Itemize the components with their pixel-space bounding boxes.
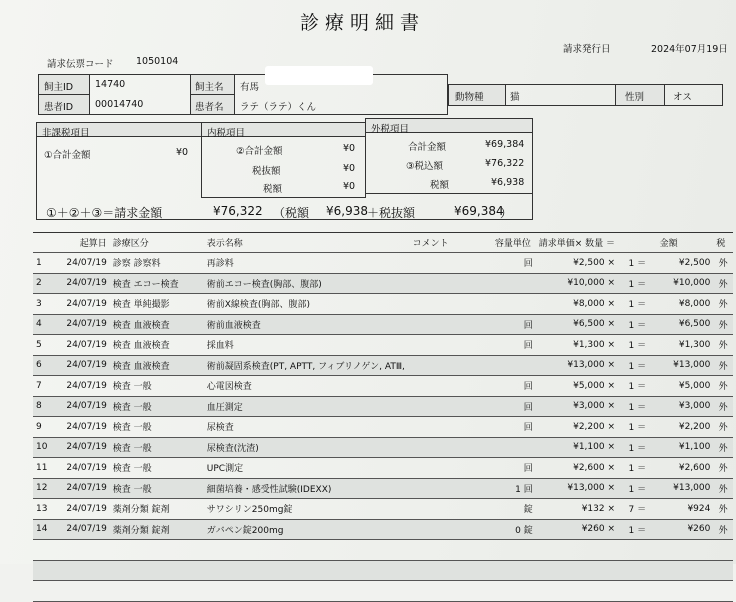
row-unit: 1 回 xyxy=(492,478,536,499)
row-date: 24/07/19 xyxy=(56,273,109,294)
row-comment xyxy=(410,478,492,499)
row-comment xyxy=(410,499,492,520)
row-comment xyxy=(410,417,492,438)
table-row xyxy=(33,335,733,356)
row-amount: ¥260 xyxy=(657,519,714,540)
row-category: 検査 一般 xyxy=(110,458,204,479)
row-price: ¥1,300 × xyxy=(536,335,618,356)
redaction-mask xyxy=(265,66,373,85)
empty-cell xyxy=(713,540,733,561)
row-price: ¥8,000 × xyxy=(536,294,618,315)
row-qty: 1 ＝ xyxy=(618,519,657,540)
row-name: 採血料 xyxy=(204,335,410,356)
row-tax: 外 xyxy=(713,519,733,540)
row-category: 薬剤分類 錠剤 xyxy=(110,499,204,520)
row-qty: 1 ＝ xyxy=(618,314,657,335)
row-unit: 錠 xyxy=(492,499,536,520)
row-unit xyxy=(492,294,536,315)
row-unit: 回 xyxy=(492,417,536,438)
nontax-total-label: ①合計金額 xyxy=(44,150,91,161)
row-date: 24/07/19 xyxy=(56,335,109,356)
empty-cell xyxy=(492,560,536,581)
empty-cell xyxy=(110,560,204,581)
row-name: 術前エコー検査(胸部、腹部) xyxy=(204,273,410,294)
row-date: 24/07/19 xyxy=(56,376,109,397)
patient-id: 00014740 xyxy=(95,99,144,110)
row-amount: ¥924 xyxy=(657,499,714,520)
empty-cell xyxy=(410,581,492,602)
row-unit: 回 xyxy=(492,253,536,274)
row-date: 24/07/19 xyxy=(56,437,109,458)
row-qty: 1 ＝ xyxy=(618,355,657,376)
row-price: ¥1,100 × xyxy=(536,437,618,458)
row-qty: 1 ＝ xyxy=(618,458,657,479)
row-category: 検査 血液検査 xyxy=(110,335,204,356)
items-table xyxy=(33,232,733,602)
row-no: 5 xyxy=(33,335,56,356)
table-row xyxy=(33,499,733,520)
empty-cell xyxy=(56,581,109,602)
row-price: ¥13,000 × xyxy=(536,355,618,376)
table-row xyxy=(33,437,733,458)
empty-cell xyxy=(657,581,714,602)
row-category: 検査 一般 xyxy=(110,478,204,499)
row-no: 2 xyxy=(33,273,56,294)
row-amount: ¥13,000 xyxy=(657,478,714,499)
empty-cell xyxy=(618,581,657,602)
header-name: 表示名称 xyxy=(204,233,410,253)
empty-cell xyxy=(536,581,618,602)
row-unit: 回 xyxy=(492,458,536,479)
nontax-total: ¥0 xyxy=(176,147,189,158)
row-price: ¥2,200 × xyxy=(536,417,618,438)
inner-tax-box xyxy=(201,136,366,198)
row-amount: ¥1,300 xyxy=(657,335,714,356)
empty-cell xyxy=(713,560,733,581)
empty-cell xyxy=(410,560,492,581)
inner-total-label: ②合計金額 xyxy=(236,146,283,157)
row-category: 薬剤分類 錠剤 xyxy=(110,519,204,540)
outer-incl: ¥76,322 xyxy=(485,158,525,169)
table-row xyxy=(33,376,733,397)
row-price: ¥6,500 × xyxy=(536,314,618,335)
row-comment xyxy=(410,273,492,294)
row-unit xyxy=(492,273,536,294)
row-comment xyxy=(410,314,492,335)
row-comment xyxy=(410,294,492,315)
table-row xyxy=(33,396,733,417)
row-no: 4 xyxy=(33,314,56,335)
row-date: 24/07/19 xyxy=(56,519,109,540)
header-price: 請求単価× 数量 ＝ xyxy=(536,233,618,253)
row-name: 尿検査(沈渣) xyxy=(204,437,410,458)
empty-cell xyxy=(657,560,714,581)
row-tax: 外 xyxy=(713,458,733,479)
empty-cell xyxy=(657,540,714,561)
row-qty: 1 ＝ xyxy=(618,396,657,417)
outer-incl-label: ③税込額 xyxy=(406,161,444,172)
row-price: ¥260 × xyxy=(536,519,618,540)
empty-cell xyxy=(204,560,410,581)
row-tax: 外 xyxy=(713,437,733,458)
row-category: 検査 一般 xyxy=(110,396,204,417)
billing-amount: ¥76,322 xyxy=(213,204,263,218)
row-category: 検査 一般 xyxy=(110,417,204,438)
row-price: ¥10,000 × xyxy=(536,273,618,294)
row-unit xyxy=(492,437,536,458)
row-comment xyxy=(410,396,492,417)
empty-cell xyxy=(536,560,618,581)
row-no: 10 xyxy=(33,437,56,458)
row-tax: 外 xyxy=(713,355,733,376)
billing-excl-amount: ¥69,384 xyxy=(454,204,504,218)
header-comment: コメント xyxy=(410,233,492,253)
outer-tax-label: 税額 xyxy=(430,180,450,191)
patient-name-label: 患者名 xyxy=(195,102,224,113)
row-qty: 1 ＝ xyxy=(618,253,657,274)
row-tax: 外 xyxy=(713,294,733,315)
row-unit: 回 xyxy=(492,376,536,397)
row-qty: 1 ＝ xyxy=(618,437,657,458)
row-unit: 回 xyxy=(492,314,536,335)
row-date: 24/07/19 xyxy=(56,458,109,479)
billing-excl-label: ＋税抜額 xyxy=(367,206,416,220)
table-row xyxy=(33,294,733,315)
empty-cell xyxy=(410,540,492,561)
empty-row xyxy=(33,560,733,581)
table-row xyxy=(33,273,733,294)
row-name: 尿検査 xyxy=(204,417,410,438)
row-date: 24/07/19 xyxy=(56,294,109,315)
header-amount: 金額 xyxy=(657,233,714,253)
row-qty: 1 ＝ xyxy=(618,335,657,356)
owner-name: 有馬 xyxy=(240,82,260,93)
species: 猫 xyxy=(510,92,520,103)
inner-tax-title: 内税項目 xyxy=(207,128,246,139)
row-tax: 外 xyxy=(713,253,733,274)
row-unit: 回 xyxy=(492,335,536,356)
row-amount: ¥5,000 xyxy=(657,376,714,397)
row-category: 検査 一般 xyxy=(110,437,204,458)
row-no: 9 xyxy=(33,417,56,438)
row-date: 24/07/19 xyxy=(56,417,109,438)
row-no: 6 xyxy=(33,355,56,376)
inner-excl: ¥0 xyxy=(343,163,356,174)
empty-cell xyxy=(110,581,204,602)
empty-cell xyxy=(56,540,109,561)
row-category: 検査 エコー検査 xyxy=(110,273,204,294)
empty-cell xyxy=(33,581,56,602)
row-no: 3 xyxy=(33,294,56,315)
header-no xyxy=(33,233,56,253)
row-comment xyxy=(410,376,492,397)
row-name: 術前X線検査(胸部、腹部) xyxy=(204,294,410,315)
row-tax: 外 xyxy=(713,478,733,499)
header-unit: 容量単位 xyxy=(492,233,536,253)
empty-cell xyxy=(713,581,733,602)
row-no: 8 xyxy=(33,396,56,417)
row-no: 12 xyxy=(33,478,56,499)
document-title: 診療明細書 xyxy=(300,12,426,34)
header-tax: 税 xyxy=(713,233,733,253)
empty-row xyxy=(33,540,733,561)
row-comment xyxy=(410,355,492,376)
row-amount: ¥1,100 xyxy=(657,437,714,458)
row-comment xyxy=(410,458,492,479)
empty-cell xyxy=(33,540,56,561)
row-amount: ¥10,000 xyxy=(657,273,714,294)
row-amount: ¥2,500 xyxy=(657,253,714,274)
empty-cell xyxy=(110,540,204,561)
table-row xyxy=(33,417,733,438)
patient-id-label: 患者ID xyxy=(44,102,74,113)
row-comment xyxy=(410,335,492,356)
outer-total-label: 合計金額 xyxy=(408,142,447,153)
row-no: 11 xyxy=(33,458,56,479)
inner-excl-label: 税抜額 xyxy=(252,166,281,177)
row-category: 診察 診察料 xyxy=(110,253,204,274)
row-category: 検査 一般 xyxy=(110,376,204,397)
row-unit xyxy=(492,355,536,376)
empty-cell xyxy=(204,540,410,561)
row-qty: 1 ＝ xyxy=(618,294,657,315)
nontax-title: 非課税項目 xyxy=(42,128,90,139)
empty-cell xyxy=(492,581,536,602)
empty-cell xyxy=(492,540,536,561)
row-category: 検査 血液検査 xyxy=(110,314,204,335)
row-price: ¥2,500 × xyxy=(536,253,618,274)
row-date: 24/07/19 xyxy=(56,396,109,417)
row-name: 再診料 xyxy=(204,253,410,274)
owner-name-label: 飼主名 xyxy=(195,82,224,93)
table-header-row xyxy=(33,233,733,253)
row-name: UPC測定 xyxy=(204,458,410,479)
sex: オス xyxy=(673,92,692,103)
inner-tax: ¥0 xyxy=(343,181,356,192)
row-date: 24/07/19 xyxy=(56,314,109,335)
row-tax: 外 xyxy=(713,417,733,438)
empty-cell xyxy=(204,581,410,602)
row-no: 1 xyxy=(33,253,56,274)
row-tax: 外 xyxy=(713,376,733,397)
empty-row xyxy=(33,581,733,602)
row-name: サワシリン250mg錠 xyxy=(204,499,410,520)
row-no: 13 xyxy=(33,499,56,520)
row-date: 24/07/19 xyxy=(56,355,109,376)
row-amount: ¥2,600 xyxy=(657,458,714,479)
row-amount: ¥13,000 xyxy=(657,355,714,376)
row-tax: 外 xyxy=(713,314,733,335)
row-price: ¥3,000 × xyxy=(536,396,618,417)
items-body xyxy=(33,253,733,602)
row-name: 心電図検査 xyxy=(204,376,410,397)
row-tax: 外 xyxy=(713,499,733,520)
issue-date-label: 請求発行日 xyxy=(563,44,611,55)
outer-total: ¥69,384 xyxy=(485,139,525,150)
row-date: 24/07/19 xyxy=(56,499,109,520)
row-amount: ¥6,500 xyxy=(657,314,714,335)
row-qty: 7 ＝ xyxy=(618,499,657,520)
outer-tax: ¥6,938 xyxy=(491,177,525,188)
inner-total: ¥0 xyxy=(343,143,356,154)
owner-id: 14740 xyxy=(95,79,126,90)
row-comment xyxy=(410,253,492,274)
row-amount: ¥3,000 xyxy=(657,396,714,417)
row-amount: ¥2,200 xyxy=(657,417,714,438)
row-category: 検査 単純撮影 xyxy=(110,294,204,315)
row-tax: 外 xyxy=(713,273,733,294)
sex-label: 性別 xyxy=(625,92,645,103)
row-unit: 0 錠 xyxy=(492,519,536,540)
row-price: ¥2,600 × xyxy=(536,458,618,479)
table-row xyxy=(33,519,733,540)
outer-tax-title: 外税項目 xyxy=(371,124,410,135)
empty-cell xyxy=(618,540,657,561)
table-row xyxy=(33,253,733,274)
row-tax: 外 xyxy=(713,335,733,356)
table-row xyxy=(33,478,733,499)
row-comment xyxy=(410,437,492,458)
row-name: 術前血液検査 xyxy=(204,314,410,335)
row-qty: 1 ＝ xyxy=(618,273,657,294)
row-no: 14 xyxy=(33,519,56,540)
row-name: ガバペン錠200mg xyxy=(204,519,410,540)
row-qty: 1 ＝ xyxy=(618,417,657,438)
inner-tax-label: 税額 xyxy=(263,184,283,195)
billing-tax-label: （税額 xyxy=(273,206,310,220)
header-category: 診療区分 xyxy=(110,233,204,253)
row-price: ¥132 × xyxy=(536,499,618,520)
row-date: 24/07/19 xyxy=(56,478,109,499)
row-date: 24/07/19 xyxy=(56,253,109,274)
patient-name: ラテ（ラテ）くん xyxy=(240,102,317,113)
row-comment xyxy=(410,519,492,540)
row-qty: 1 ＝ xyxy=(618,478,657,499)
row-category: 検査 血液検査 xyxy=(110,355,204,376)
billing-formula: ①＋②＋③＝請求金額 xyxy=(46,206,163,220)
empty-cell xyxy=(33,560,56,581)
row-name: 細菌培養・感受性試験(IDEXX) xyxy=(204,478,410,499)
species-label: 動物種 xyxy=(455,92,484,103)
row-name: 術前凝固系検査(PT, APTT, フィブリノゲン, ATⅢ, xyxy=(204,355,410,376)
table-row xyxy=(33,355,733,376)
row-price: ¥5,000 × xyxy=(536,376,618,397)
row-qty: 1 ＝ xyxy=(618,376,657,397)
issue-date: 2024年07月19日 xyxy=(651,44,728,55)
empty-cell xyxy=(56,560,109,581)
row-tax: 外 xyxy=(713,396,733,417)
table-row xyxy=(33,314,733,335)
billing-close: ） xyxy=(500,206,513,220)
row-no: 7 xyxy=(33,376,56,397)
owner-id-label: 飼主ID xyxy=(44,82,74,93)
row-name: 血圧測定 xyxy=(204,396,410,417)
header-qty xyxy=(618,233,657,253)
slip-code-label: 請求伝票コード xyxy=(47,59,114,70)
header-date: 起算日 xyxy=(56,233,109,253)
empty-cell xyxy=(536,540,618,561)
table-row xyxy=(33,458,733,479)
slip-code: 1050104 xyxy=(136,56,179,67)
row-amount: ¥8,000 xyxy=(657,294,714,315)
empty-cell xyxy=(618,560,657,581)
billing-tax-amount: ¥6,938 xyxy=(326,204,368,218)
row-price: ¥13,000 × xyxy=(536,478,618,499)
row-unit: 回 xyxy=(492,396,536,417)
